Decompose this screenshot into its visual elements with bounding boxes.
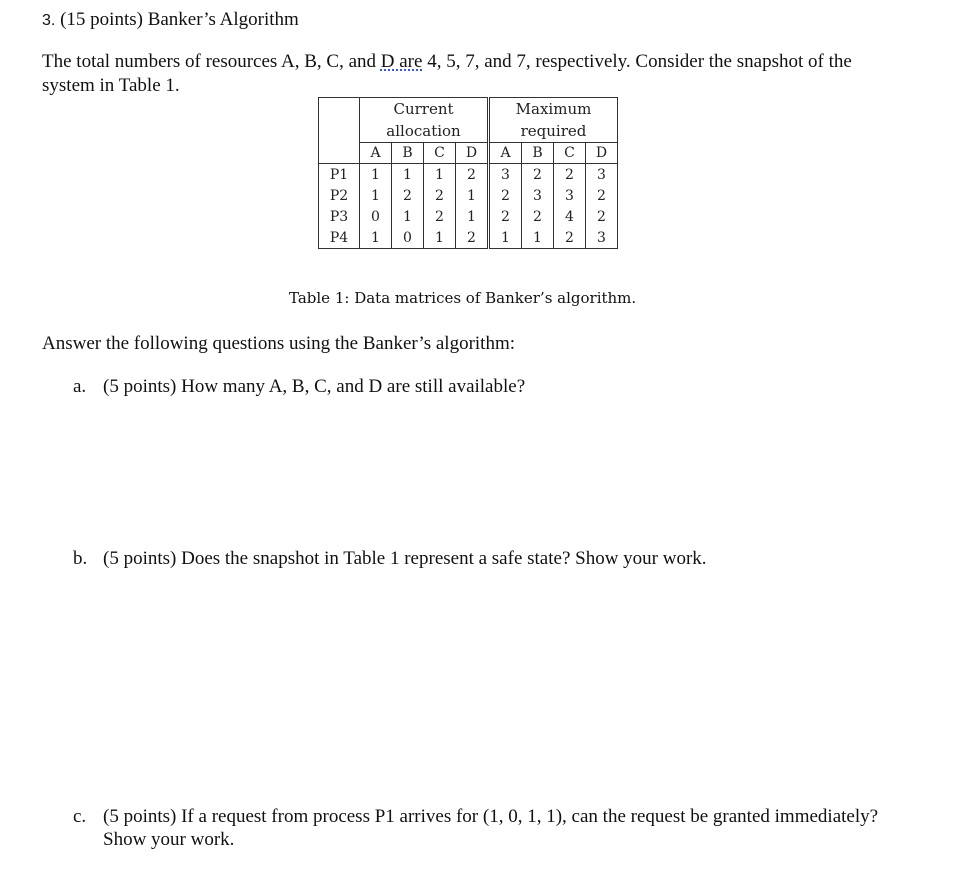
intro-underlined-text: D are bbox=[380, 51, 423, 72]
maximum-cell: 1 bbox=[489, 227, 522, 249]
maximum-cell: 2 bbox=[522, 206, 554, 227]
maximum-required-header: Maximum required bbox=[489, 98, 618, 143]
allocation-cell: 1 bbox=[360, 227, 392, 249]
allocation-cell: 2 bbox=[424, 206, 456, 227]
column-header: B bbox=[522, 143, 554, 164]
process-label: P3 bbox=[319, 206, 360, 227]
maximum-cell: 3 bbox=[522, 185, 554, 206]
allocation-cell: 1 bbox=[456, 206, 489, 227]
allocation-cell: 1 bbox=[392, 164, 424, 186]
banker-table bbox=[318, 97, 618, 249]
allocation-cell: 1 bbox=[456, 185, 489, 206]
allocation-cell: 0 bbox=[360, 206, 392, 227]
table-row bbox=[319, 227, 618, 249]
column-header: C bbox=[554, 143, 586, 164]
instruction-text: Answer the following questions using the Banker’s algorithm: bbox=[42, 333, 516, 354]
question-title bbox=[42, 9, 299, 31]
allocation-cell: 0 bbox=[392, 227, 424, 249]
maximum-cell: 2 bbox=[554, 164, 586, 186]
allocation-cell: 1 bbox=[360, 185, 392, 206]
maximum-cell: 2 bbox=[489, 185, 522, 206]
allocation-cell: 1 bbox=[360, 164, 392, 186]
allocation-cell: 1 bbox=[424, 164, 456, 186]
table-row bbox=[319, 185, 618, 206]
table-corner-cell bbox=[319, 98, 360, 164]
maximum-cell: 3 bbox=[489, 164, 522, 186]
question-text-continued: Show your work. bbox=[103, 829, 235, 850]
question-label: a. bbox=[73, 376, 87, 397]
column-header: C bbox=[424, 143, 456, 164]
table-row bbox=[319, 206, 618, 227]
intro-prefix: The total numbers of resources A, B, C, and bbox=[42, 51, 381, 72]
intro-suffix: 4, 5, 7, and 7, respectively. Consider the snapshot of the bbox=[422, 51, 852, 72]
table-caption: Table 1: Data matrices of Banker’s algorithm. bbox=[289, 289, 637, 307]
question-text: (5 points) How many A, B, C, and D are still available? bbox=[103, 376, 526, 397]
allocation-cell: 1 bbox=[424, 227, 456, 249]
question-title-text: (15 points) Banker’s Algorithm bbox=[60, 9, 299, 30]
question-label: b. bbox=[73, 548, 88, 569]
maximum-cell: 2 bbox=[522, 164, 554, 186]
column-header: B bbox=[392, 143, 424, 164]
intro-line-2: system in Table 1. bbox=[42, 75, 180, 96]
allocation-cell: 2 bbox=[424, 185, 456, 206]
maximum-cell: 3 bbox=[554, 185, 586, 206]
current-allocation-header: Current allocation bbox=[360, 98, 489, 143]
maximum-cell: 2 bbox=[489, 206, 522, 227]
column-header: D bbox=[586, 143, 618, 164]
column-header: A bbox=[489, 143, 522, 164]
process-label: P1 bbox=[319, 164, 360, 186]
maximum-cell: 2 bbox=[554, 227, 586, 249]
column-header: A bbox=[360, 143, 392, 164]
maximum-cell: 2 bbox=[586, 206, 618, 227]
maximum-cell: 3 bbox=[586, 164, 618, 186]
maximum-cell: 4 bbox=[554, 206, 586, 227]
allocation-cell: 2 bbox=[456, 164, 489, 186]
column-header: D bbox=[456, 143, 489, 164]
table-row bbox=[319, 164, 618, 186]
maximum-cell: 2 bbox=[586, 185, 618, 206]
allocation-cell: 2 bbox=[456, 227, 489, 249]
allocation-cell: 1 bbox=[392, 206, 424, 227]
maximum-cell: 1 bbox=[522, 227, 554, 249]
question-text: (5 points) If a request from process P1 arrives for (1, 0, 1, 1), can the request be granted immediately? bbox=[103, 806, 879, 827]
intro-line-1 bbox=[42, 51, 852, 73]
process-label: P2 bbox=[319, 185, 360, 206]
question-text: (5 points) Does the snapshot in Table 1 represent a safe state? Show your work. bbox=[103, 548, 707, 569]
allocation-cell: 2 bbox=[392, 185, 424, 206]
process-label: P4 bbox=[319, 227, 360, 249]
maximum-cell: 3 bbox=[586, 227, 618, 249]
question-number: 3. bbox=[42, 12, 56, 29]
question-label: c. bbox=[73, 806, 87, 827]
